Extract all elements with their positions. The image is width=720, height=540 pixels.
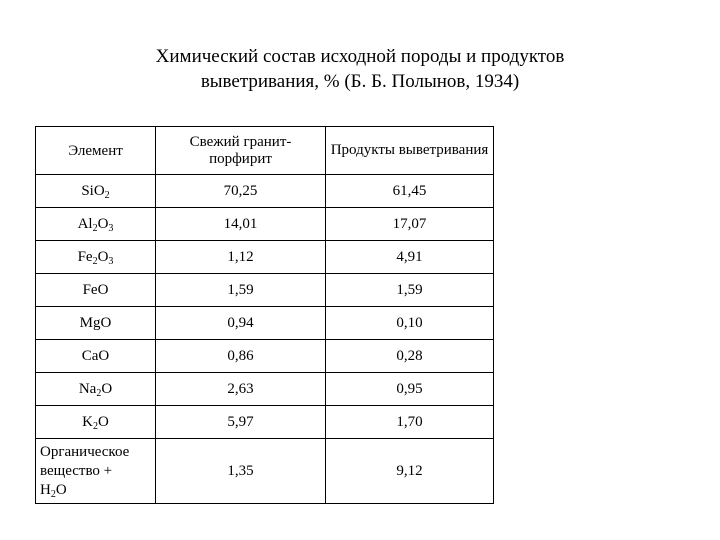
fresh-value: 0,94 bbox=[156, 307, 326, 340]
table-row bbox=[36, 340, 494, 373]
formula-text: H bbox=[40, 481, 51, 498]
element-cell bbox=[36, 406, 156, 439]
formula-subscript: 2 bbox=[104, 189, 110, 201]
element-cell bbox=[36, 439, 156, 504]
element-cell bbox=[36, 208, 156, 241]
element-cell bbox=[36, 241, 156, 274]
table-row bbox=[36, 373, 494, 406]
header-element: Элемент bbox=[36, 127, 156, 175]
header-fresh-granite-porphyrite: Свежий гранит-порфирит bbox=[156, 127, 326, 175]
formula-text: O bbox=[97, 248, 109, 265]
formula-subscript: 2 bbox=[96, 387, 102, 399]
fresh-value: 0,86 bbox=[156, 340, 326, 373]
formula-text: MgO bbox=[79, 314, 112, 331]
formula-text: Al bbox=[77, 215, 93, 232]
weathered-value: 0,95 bbox=[326, 373, 494, 406]
weathered-value: 4,91 bbox=[326, 241, 494, 274]
fresh-value: 70,25 bbox=[156, 175, 326, 208]
table-row bbox=[36, 241, 494, 274]
element-cell bbox=[36, 274, 156, 307]
formula-text: SiO bbox=[81, 182, 105, 199]
organic-line-1: Органическое bbox=[40, 443, 130, 460]
weathered-value: 1,70 bbox=[326, 406, 494, 439]
fresh-value: 14,01 bbox=[156, 208, 326, 241]
formula-text: O bbox=[97, 215, 109, 232]
weathered-value: 17,07 bbox=[326, 208, 494, 241]
formula-subscript: 3 bbox=[108, 222, 114, 234]
formula-text: O bbox=[55, 481, 67, 498]
table-row bbox=[36, 439, 494, 504]
formula-subscript: 3 bbox=[108, 255, 114, 267]
fresh-value: 1,35 bbox=[156, 439, 326, 504]
formula-text: O bbox=[101, 380, 113, 397]
element-cell bbox=[36, 373, 156, 406]
formula-text: K bbox=[82, 413, 93, 430]
weathered-value: 1,59 bbox=[326, 274, 494, 307]
organic-line-2: вещество + bbox=[40, 462, 113, 479]
table-row bbox=[36, 208, 494, 241]
formula-subscript: 2 bbox=[93, 420, 98, 432]
table-row bbox=[36, 406, 494, 439]
title-line-1: Химический состав исходной породы и продуктов bbox=[155, 46, 565, 67]
weathered-value: 9,12 bbox=[326, 439, 494, 504]
formula-subscript: 2 bbox=[92, 222, 98, 234]
formula-text: FeO bbox=[82, 281, 109, 298]
weathered-value: 0,10 bbox=[326, 307, 494, 340]
table-row bbox=[36, 175, 494, 208]
header-weathering-products: Продукты выветривания bbox=[326, 127, 494, 175]
fresh-value: 2,63 bbox=[156, 373, 326, 406]
weathered-value: 61,45 bbox=[326, 175, 494, 208]
table-header-row bbox=[36, 127, 494, 175]
weathered-value: 0,28 bbox=[326, 340, 494, 373]
page-title bbox=[0, 44, 720, 94]
formula-text: O bbox=[98, 413, 109, 430]
table-row bbox=[36, 274, 494, 307]
formula-text: Na bbox=[78, 380, 97, 397]
fresh-value: 1,59 bbox=[156, 274, 326, 307]
formula-text: Fe bbox=[77, 248, 93, 265]
element-cell bbox=[36, 175, 156, 208]
fresh-value: 5,97 bbox=[156, 406, 326, 439]
composition-table bbox=[35, 126, 494, 504]
element-cell bbox=[36, 340, 156, 373]
title-line-2: выветривания, % (Б. Б. Полынов, 1934) bbox=[200, 71, 520, 92]
table-row bbox=[36, 307, 494, 340]
formula-subscript: 2 bbox=[92, 255, 98, 267]
fresh-value: 1,12 bbox=[156, 241, 326, 274]
element-cell bbox=[36, 307, 156, 340]
formula-subscript: 2 bbox=[50, 488, 56, 500]
formula-text: CaO bbox=[81, 347, 110, 364]
